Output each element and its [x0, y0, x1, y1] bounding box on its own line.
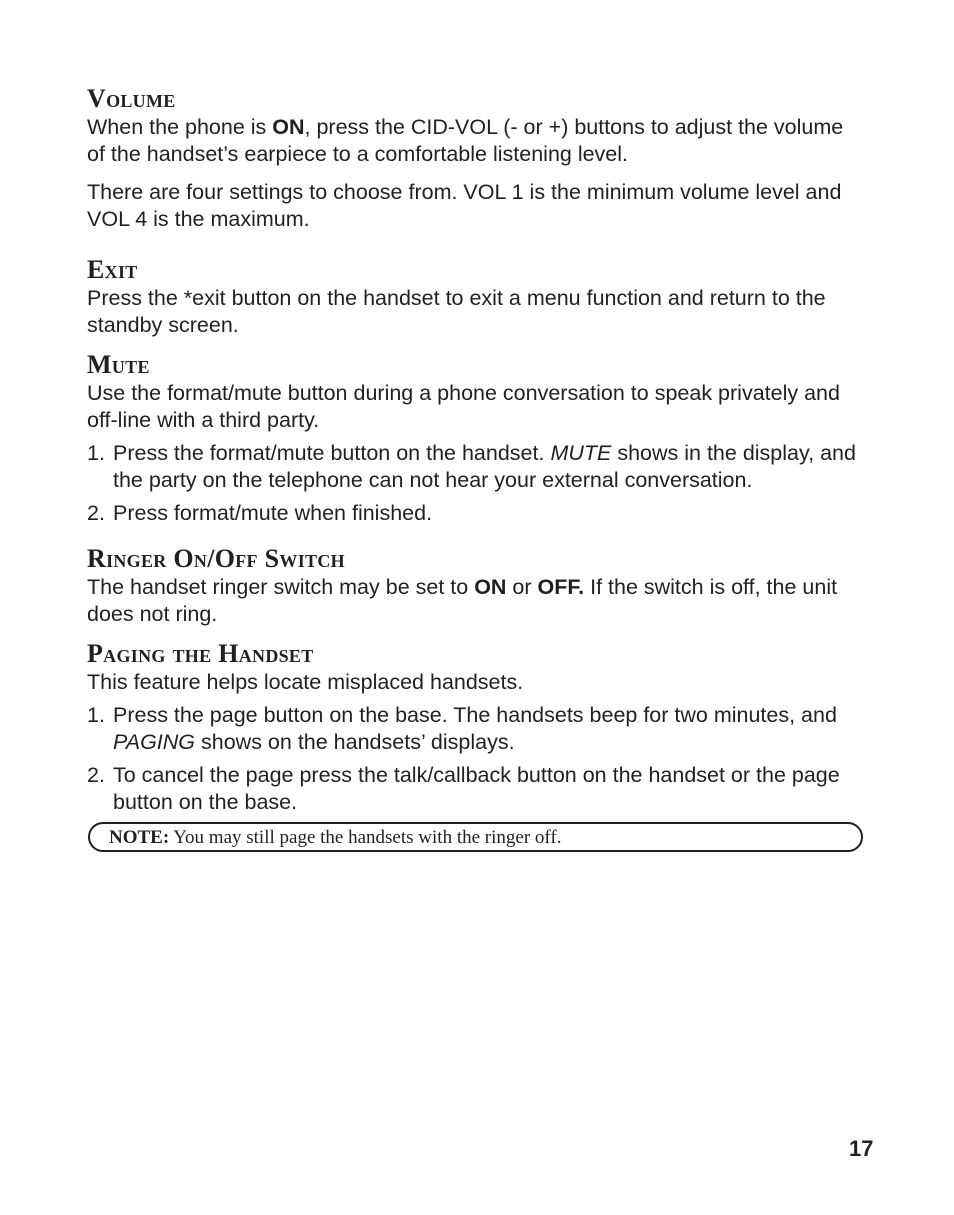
mute-paragraph: Use the format/mute button during a phone conversation to speak privately and off-line with a third party. [87, 381, 840, 432]
step-number: 2. [87, 763, 105, 787]
paging-steps [87, 702, 867, 816]
mute-steps [87, 440, 867, 527]
list-item [87, 702, 867, 756]
step-number: 1. [87, 441, 105, 465]
step-text: To cancel the page press the talk/callback button on the handset or the page button on the base. [113, 763, 840, 814]
paging-paragraph: This feature helps locate misplaced handsets. [87, 670, 524, 694]
volume-heading: Volume [87, 84, 176, 113]
note-text: You may still page the handsets with the ringer off. [169, 827, 562, 848]
list-item [87, 500, 867, 527]
step-number: 1. [87, 703, 105, 727]
paging-section [87, 639, 867, 816]
step-text: Press the format/mute button on the handset. [113, 441, 551, 465]
list-item [87, 440, 867, 494]
exit-section [87, 255, 867, 339]
manual-page [87, 84, 867, 852]
ringer-text-cont: If the switch is off, the unit does not ring. [87, 575, 838, 626]
mute-section [87, 350, 867, 527]
volume-section [87, 84, 867, 233]
volume-paragraph-2: There are four settings to choose from. VOL 1 is the minimum volume level and VOL 4 is the maximum. [87, 180, 842, 231]
ringer-paragraph [87, 574, 867, 628]
exit-heading: Exit [87, 255, 138, 284]
volume-text-cont: , press the CID-VOL (- or +) buttons to adjust the volume of the handset’s earpiece to a comfortable listening level. [87, 115, 844, 166]
off-emphasis: OFF. [537, 575, 585, 599]
note-box [88, 822, 863, 852]
on-emphasis: ON [474, 575, 507, 599]
note-label: NOTE: [109, 827, 170, 848]
ringer-heading: Ringer On/Off Switch [87, 544, 345, 573]
mute-heading: Mute [87, 350, 150, 379]
exit-paragraph: Press the *exit button on the handset to exit a menu function and return to the standby screen. [87, 286, 826, 337]
mute-display-text: MUTE [550, 441, 612, 465]
step-text: Press format/mute when finished. [113, 501, 433, 525]
step-text-cont: shows on the handsets’ displays. [195, 730, 515, 754]
page-number: 17 [849, 1136, 874, 1161]
step-text-cont: shows in the display, and the party on the telephone can not hear your external conversation. [113, 441, 856, 492]
step-text: Press the page button on the base. The handsets beep for two minutes, and [113, 703, 837, 727]
ringer-section [87, 544, 867, 628]
volume-paragraph-1 [87, 114, 867, 168]
paging-display-text: PAGING [113, 730, 196, 754]
ringer-text-or: or [506, 575, 538, 599]
paging-heading: Paging the Handset [87, 639, 314, 668]
list-item [87, 762, 867, 816]
step-number: 2. [87, 501, 105, 525]
ringer-text: The handset ringer switch may be set to [87, 575, 475, 599]
on-emphasis: ON [272, 115, 305, 139]
volume-text: When the phone is [87, 115, 273, 139]
